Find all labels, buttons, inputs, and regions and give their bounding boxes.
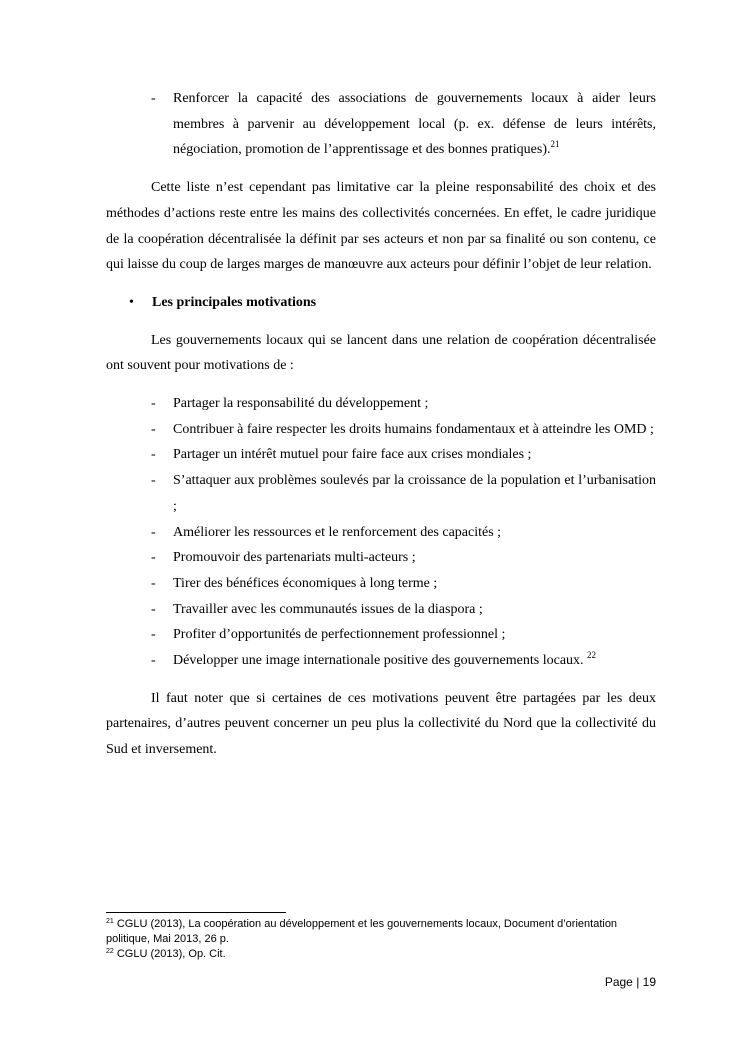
list-item xyxy=(106,648,656,674)
footnote-number: 22 xyxy=(106,948,114,955)
dash-marker: - xyxy=(151,91,156,106)
dash-marker: - xyxy=(151,550,156,566)
list-item-text: Partager la responsabilité du développement ; xyxy=(173,396,429,412)
footnotes xyxy=(106,917,656,962)
footnote-divider xyxy=(106,912,286,913)
paragraph-motivations-intro: Les gouvernements locaux qui se lancent dans une relation de coopération décentralisée ont souvent pour motivations de : xyxy=(106,332,656,374)
list-item-text: S’attaquer aux problèmes soulevés par la croissance de la population et l’urbanisation ; xyxy=(173,473,656,514)
dash-marker: - xyxy=(151,473,156,489)
list-item-intro xyxy=(106,86,656,163)
list-item-text: Tirer des bénéfices économiques à long terme ; xyxy=(173,575,438,591)
page-body xyxy=(106,86,656,763)
list-item xyxy=(106,391,656,417)
footnote-ref-22[interactable]: 22 xyxy=(587,650,597,661)
list-item-text: Améliorer les ressources et le renforcement des capacités ; xyxy=(173,524,502,540)
motivations-list xyxy=(106,391,656,674)
list-item xyxy=(106,520,656,546)
footnote-text: CGLU (2013), La coopération au développement et les gouvernements locaux, Document d’orientation politique, Mai 2013, 26 p. xyxy=(106,918,618,945)
paragraph-list-note: Cette liste n’est cependant pas limitative car la pleine responsabilité des choix et des méthodes d’actions reste entre les mains des collectivités concernées. En effet, le cadre juridique de la coopération décentralisée la définit par ses acteurs et non par sa finalité ou son contenu, ce qui laisse du coup de larges marges de manœuvre aux acteurs pour définir l’objet de leur relation. xyxy=(106,180,656,273)
dash-marker: - xyxy=(151,627,156,643)
list-item xyxy=(106,442,656,468)
section-heading-text: Les principales motivations xyxy=(152,294,317,310)
dash-marker: - xyxy=(151,524,156,540)
list-item-text: Partager un intérêt mutuel pour faire face aux crises mondiales ; xyxy=(173,447,532,463)
list-item xyxy=(106,571,656,597)
dash-marker: - xyxy=(151,653,156,669)
dash-marker: - xyxy=(151,421,156,437)
list-item-text: Travailler avec les communautés issues de la diaspora ; xyxy=(173,601,483,617)
list-item xyxy=(106,545,656,571)
footnote-number: 21 xyxy=(106,918,114,925)
section-heading xyxy=(106,290,656,316)
list-item-text: Renforcer la capacité des associations de gouvernements locaux à aider leurs membres à parvenir au développement local (p. ex. défense de leurs intérêts, négociation, promotion de l’apprentissage et des bonnes pratiques). xyxy=(173,91,656,158)
bullet-icon: • xyxy=(129,294,134,310)
footnote-21 xyxy=(106,917,656,947)
list-item-text: Contribuer à faire respecter les droits humains fondamentaux et à atteindre les OMD ; xyxy=(173,421,654,437)
paragraph-conclusion: Il faut noter que si certaines de ces motivations peuvent être partagées par les deux partenaires, d’autres peuvent concerner un peu plus la collectivité du Nord que la collectivité du Sud et inversement. xyxy=(106,690,656,758)
dash-marker: - xyxy=(151,396,156,412)
list-item xyxy=(106,468,656,519)
list-item xyxy=(106,622,656,648)
dash-marker: - xyxy=(151,447,156,463)
list-item-text: Développer une image internationale positive des gouvernements locaux. xyxy=(173,653,584,669)
footnote-ref-21[interactable]: 21 xyxy=(550,139,560,150)
footnote-22 xyxy=(106,947,656,962)
page-number: Page | 19 xyxy=(604,975,656,989)
dash-marker: - xyxy=(151,575,156,591)
list-item-text: Promouvoir des partenariats multi-acteurs ; xyxy=(173,550,416,566)
list-item xyxy=(106,417,656,443)
list-item xyxy=(106,597,656,623)
list-item-text: Profiter d’opportunités de perfectionnement professionnel ; xyxy=(173,627,506,643)
dash-marker: - xyxy=(151,601,156,617)
footnote-text: CGLU (2013), Op. Cit. xyxy=(116,948,226,960)
